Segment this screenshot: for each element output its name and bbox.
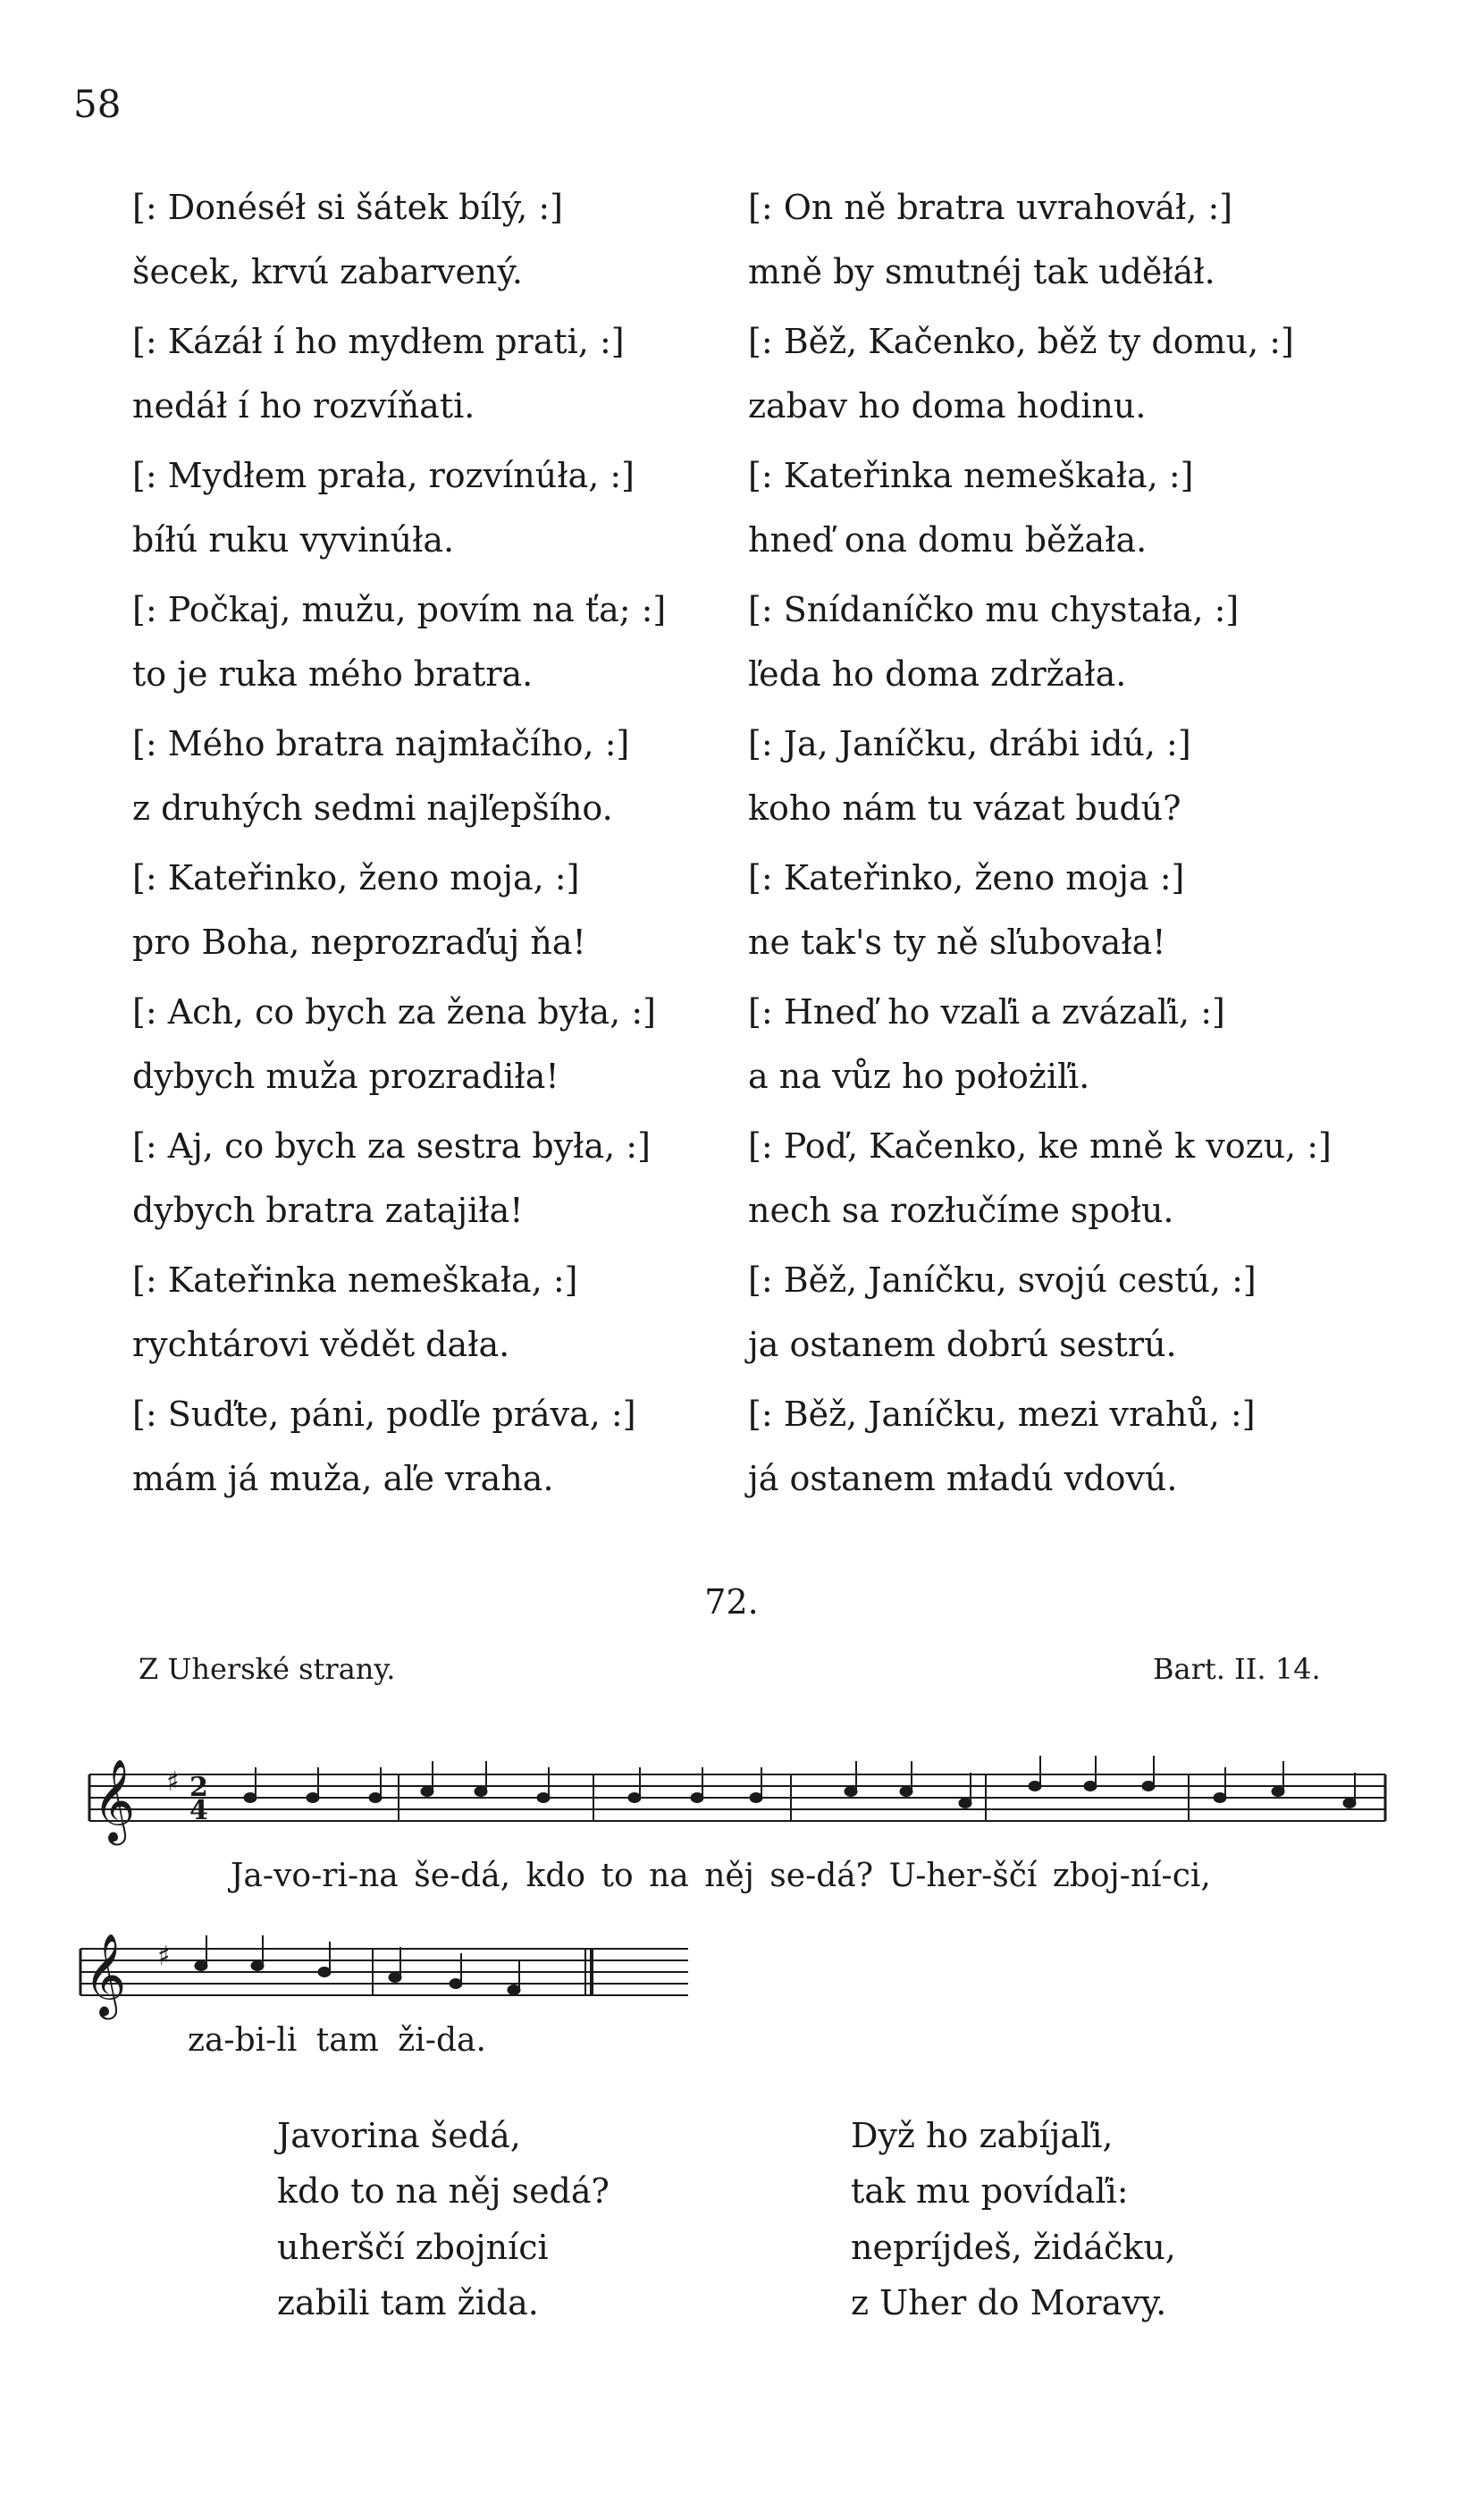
song-region: Z Uherské strany. — [139, 1652, 396, 1686]
stanza — [748, 309, 1374, 443]
poem-right-column — [748, 175, 1374, 1516]
verse-line: nepríjdeš, židáčku, — [851, 2227, 1176, 2267]
poem-left-column — [132, 175, 740, 1516]
note-head — [845, 1787, 857, 1797]
note-head — [1084, 1782, 1097, 1791]
verse-line: mám já muža, aľe vraha. — [132, 1459, 554, 1499]
note-head — [195, 1961, 207, 1971]
note-head — [1142, 1782, 1155, 1791]
note-head — [691, 1793, 703, 1803]
verse-line: šecek, krvú zabarvený. — [132, 252, 523, 292]
note-head — [421, 1787, 433, 1797]
verse-line: [: Běž, Janíčku, mezi vrahů, :] — [748, 1395, 1256, 1434]
sharp-sign-icon: ♯ — [157, 1941, 171, 1972]
verse-line: [: On ně bratra uvrahováł, :] — [748, 188, 1233, 227]
verse-line: [: Donéséł si šátek bílý, :] — [132, 188, 563, 227]
verse-line: hneď ona domu běžała. — [748, 520, 1148, 560]
note-head — [1272, 1787, 1284, 1797]
verse-line: [: Mého bratra najmłačího, :] — [132, 724, 630, 763]
verse-line: [: Běž, Janíčku, svojú cestú, :] — [748, 1260, 1257, 1300]
note-head — [369, 1793, 382, 1803]
verse-left-column — [277, 2108, 610, 2330]
note-head — [900, 1787, 912, 1797]
note-head — [475, 1787, 487, 1797]
verse-line: nedáł í ho rozvíňati. — [132, 386, 475, 426]
page-number: 58 — [73, 82, 122, 126]
stanza — [132, 443, 740, 577]
stanza — [748, 1114, 1374, 1248]
note-head — [1214, 1793, 1226, 1803]
stanza — [748, 712, 1374, 846]
stanza — [748, 577, 1374, 712]
stanza — [132, 175, 740, 309]
note-head — [244, 1793, 256, 1803]
stanza — [132, 1248, 740, 1382]
time-signature-top: 2 — [189, 1772, 208, 1803]
treble-clef-icon: 𝄞 — [93, 1758, 136, 1842]
verse-line: [: Suďte, páni, podľe práva, :] — [132, 1395, 636, 1434]
note-head — [318, 1968, 331, 1977]
verse-line: zabili tam žida. — [277, 2282, 539, 2322]
verse-line: zabav ho doma hodinu. — [748, 386, 1147, 426]
note-head — [450, 1979, 462, 1989]
note-head — [1343, 1799, 1356, 1808]
song-number: 72. — [704, 1582, 759, 1622]
verse-line: mně by smutnéj tak uděłáł. — [748, 252, 1215, 292]
note-head — [628, 1793, 641, 1803]
verse-line: uherščí zbojníci — [277, 2227, 549, 2267]
verse-line: z Uher do Moravy. — [851, 2282, 1167, 2322]
stanza — [132, 309, 740, 443]
note-head — [750, 1793, 762, 1803]
treble-clef-icon: 𝄞 — [84, 1933, 127, 2016]
verse-line: dybych bratra zatajiła! — [132, 1191, 524, 1231]
note-head — [537, 1793, 550, 1803]
verse-line: [: Počkaj, mužu, povím na ťa; :] — [132, 590, 667, 629]
verse-line: Javorina šedá, — [277, 2116, 521, 2155]
verse-line: [: Poď, Kačenko, ke mně k vozu, :] — [748, 1126, 1332, 1166]
verse-line: [: Aj, co bych za sestra była, :] — [132, 1126, 651, 1166]
time-signature-bottom: 4 — [189, 1795, 208, 1826]
music-staff-2 — [71, 1922, 715, 2020]
verse-line: nech sa rozłučíme społu. — [748, 1191, 1174, 1231]
stanza — [132, 846, 740, 980]
stanza — [132, 1114, 740, 1248]
note-head — [508, 1985, 520, 1995]
verse-line: [: Kateřinko, ženo moja, :] — [132, 858, 580, 898]
verse-line: ja ostanem dobrú sestrú. — [748, 1325, 1177, 1365]
lyrics-line-2: za-bi-li tam ži-da. — [188, 2022, 486, 2059]
verse-line: [: Kateřinka nemeškała, :] — [132, 1260, 578, 1300]
verse-line: bíłú ruku vyvinúła. — [132, 520, 455, 560]
stanza — [748, 1248, 1374, 1382]
note-head — [959, 1799, 971, 1808]
stanza — [748, 980, 1374, 1114]
verse-line: [: Kateřinko, ženo moja :] — [748, 858, 1185, 898]
verse-line: rychtárovi vědět dała. — [132, 1325, 510, 1365]
verse-line: [: Kateřinka nemeškała, :] — [748, 456, 1194, 495]
stanza — [132, 577, 740, 712]
note-head — [251, 1961, 264, 1971]
verse-line: kdo to na něj sedá? — [277, 2171, 610, 2212]
stanza — [132, 1382, 740, 1516]
verse-line: [: Ach, co bych za žena była, :] — [132, 992, 656, 1032]
verse-line: já ostanem mładú vdovú. — [748, 1459, 1178, 1499]
lyrics-line-1: Ja-vo-ri-na še-dá, kdo to na něj se-dá? U-her-ščí zboj-ní-ci, — [231, 1858, 1211, 1894]
verse-line: [: Ja, Janíčku, drábi idú, :] — [748, 724, 1191, 763]
verse-line: koho nám tu vázat budú? — [748, 788, 1181, 829]
verse-line: [: Kázáł í ho mydłem prati, :] — [132, 322, 625, 361]
verse-line: Dyž ho zabíjaľi, — [851, 2116, 1114, 2155]
verse-line: z druhých sedmi najľepšího. — [132, 788, 613, 829]
verse-line: ne tak's ty ně sľubovała! — [748, 923, 1166, 963]
note-head — [389, 1973, 401, 1983]
music-staff-1 — [80, 1748, 1394, 1846]
verse-line: [: Mydłem prała, rozvínúła, :] — [132, 456, 635, 495]
stanza — [132, 980, 740, 1114]
song-source: Bart. II. 14. — [1153, 1652, 1321, 1686]
sharp-sign-icon: ♯ — [166, 1766, 180, 1798]
stanza — [748, 175, 1374, 309]
note-head — [1029, 1782, 1041, 1791]
stanza — [748, 846, 1374, 980]
stanza — [748, 443, 1374, 577]
verse-line: [: Hneď ho vzaľi a zvázaľi, :] — [748, 992, 1225, 1032]
verse-line: [: Snídaníčko mu chystała, :] — [748, 590, 1240, 629]
note-head — [307, 1793, 319, 1803]
verse-line: to je ruka mého bratra. — [132, 654, 534, 695]
stanza — [132, 712, 740, 846]
stanza — [748, 1382, 1374, 1516]
verse-line: pro Boha, neprozraďuj ňa! — [132, 923, 586, 963]
verse-line: a na vůz ho położiľi. — [748, 1057, 1090, 1097]
verse-line: [: Běž, Kačenko, běž ty domu, :] — [748, 322, 1294, 361]
verse-line: tak mu povídaľi: — [851, 2171, 1129, 2212]
verse-line: dybych muža prozradiła! — [132, 1057, 559, 1097]
verse-right-column — [851, 2108, 1176, 2330]
verse-line: ľeda ho doma zdržała. — [748, 654, 1127, 695]
